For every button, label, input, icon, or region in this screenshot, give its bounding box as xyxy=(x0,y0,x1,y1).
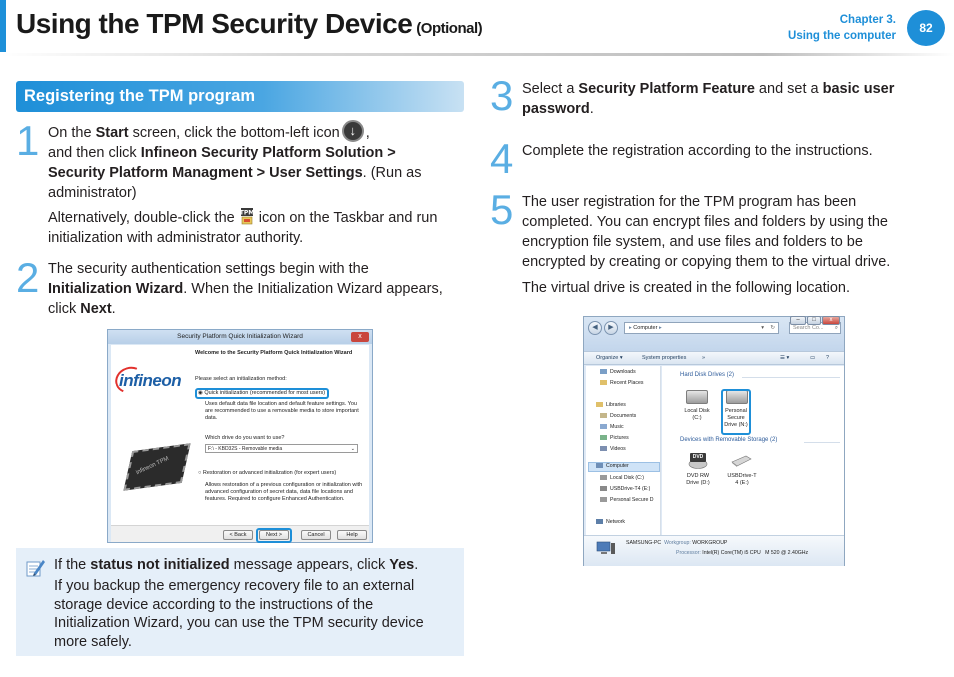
nav-personal-secure[interactable] xyxy=(600,497,654,504)
section-title: Registering the TPM program xyxy=(24,87,256,105)
radio-restore-label: Restoration or advanced initialization (for expert users) xyxy=(202,470,337,476)
step-number-4: 4 xyxy=(490,135,514,182)
organize-menu[interactable]: Organize ▾ xyxy=(596,355,623,361)
maximize-icon[interactable]: □ xyxy=(807,316,821,325)
usb-drive-icon xyxy=(600,486,607,491)
personal-drive-highlight xyxy=(721,389,751,435)
nav-label: Network xyxy=(606,519,626,525)
group-divider xyxy=(742,377,840,378)
address-separator: ▸ xyxy=(658,325,662,331)
group-divider xyxy=(804,442,840,443)
processor-label: Processor: xyxy=(676,550,701,556)
header-accent-bar xyxy=(0,0,6,52)
step-2-next: Next xyxy=(80,301,112,317)
step-3-text-part: Select a xyxy=(522,81,579,97)
view-options-icon[interactable]: ☰ ▾ xyxy=(780,355,790,361)
chapter-label xyxy=(788,12,896,44)
refresh-icon[interactable]: ↻ xyxy=(770,325,775,331)
radio-quick-label: Quick initialization (recommended for most users) xyxy=(204,390,326,396)
explorer-titlebar xyxy=(584,317,844,351)
close-icon[interactable]: x xyxy=(351,332,369,342)
document-icon xyxy=(600,413,607,418)
help-button[interactable]: Help xyxy=(337,530,367,540)
step-number-5: 5 xyxy=(490,186,514,233)
step-1-text: and then click xyxy=(48,145,141,161)
computer-icon xyxy=(596,541,616,556)
label-line: Secure xyxy=(727,415,745,421)
nav-libraries[interactable] xyxy=(596,402,626,409)
chevron-down-icon: ⌄ xyxy=(350,446,355,452)
quick-init-highlight xyxy=(195,388,329,399)
label-line: Personal xyxy=(725,408,747,414)
drive-select[interactable] xyxy=(205,444,358,453)
pc-name: SAMSUNG-PC xyxy=(626,540,662,546)
group-removable: Devices with Removable Storage (2) xyxy=(680,437,778,443)
nav-local-disk[interactable] xyxy=(600,475,644,482)
label-line: 4 (E:) xyxy=(735,480,749,486)
wizard-logo-panel xyxy=(111,345,193,525)
nav-videos[interactable] xyxy=(600,446,626,453)
processor-value: Intel(R) Core(TM) i5 CPU xyxy=(702,550,761,556)
step-number-2: 2 xyxy=(16,254,40,301)
nav-label: Documents xyxy=(610,413,637,419)
wizard-select-prompt: Please select an initialization method: xyxy=(195,376,287,382)
close-icon[interactable]: x xyxy=(822,316,840,325)
drive-icon xyxy=(600,475,607,480)
nav-label: Libraries xyxy=(606,402,626,408)
dvd-badge: DVD xyxy=(692,454,704,460)
step-5-location-text: The virtual drive is created in the following location. xyxy=(522,280,851,296)
note-text: message appears, click xyxy=(229,557,390,573)
explorer-screenshot xyxy=(583,316,845,566)
wizard-heading xyxy=(195,350,363,357)
nav-label: Local Disk (C:) xyxy=(610,475,645,481)
infineon-logo: infineon xyxy=(119,371,182,390)
step-1-text: , xyxy=(365,125,370,141)
note-box xyxy=(16,548,464,656)
page-number-badge: 82 xyxy=(907,10,945,46)
nav-recent[interactable] xyxy=(600,380,643,387)
wizard-title: Security Platform Quick Initialization Wizard xyxy=(108,330,372,344)
step-number-3: 3 xyxy=(490,72,514,119)
section-header xyxy=(16,81,464,112)
step-3-text-part: . xyxy=(589,101,594,117)
step-2-text-part: . When the Initialization Wizard appears, click xyxy=(48,281,443,317)
next-button[interactable]: Next > xyxy=(259,530,289,540)
wizard-heading-text: Welcome to the Security Platform Quick Initialization Wizard xyxy=(195,350,353,356)
step-1-text: screen, click the bottom-left icon xyxy=(128,125,340,141)
workgroup-value: WORKGROUP xyxy=(692,540,728,546)
explorer-toolbar xyxy=(584,351,844,365)
explorer-nav-pane xyxy=(586,366,661,535)
tpm-taskbar-icon xyxy=(239,207,255,225)
status-pc-name xyxy=(626,540,727,547)
explorer-status-bar xyxy=(584,535,844,566)
chapter-number: Chapter 3. xyxy=(839,14,896,26)
forward-arrow-icon[interactable]: ▶ xyxy=(604,321,618,335)
next-button-highlight xyxy=(256,528,292,543)
dvd-drive-icon[interactable] xyxy=(688,452,708,470)
workgroup-label: Workgroup: xyxy=(664,540,691,546)
music-icon xyxy=(600,424,607,429)
page-title-text: Using the TPM Security Device xyxy=(16,8,413,39)
wizard-footer xyxy=(111,525,369,542)
nav-label: Computer xyxy=(606,463,629,469)
label-line: Local Disk xyxy=(684,408,710,414)
note-text: . xyxy=(414,557,419,573)
step-3-text-part: and set a xyxy=(754,81,823,97)
label-line: Drive (N:) xyxy=(724,422,748,428)
svg-text:TPM: TPM xyxy=(239,209,254,217)
step-1-line-c xyxy=(48,207,452,248)
step-3-text xyxy=(522,79,932,119)
step-number-1: 1 xyxy=(16,117,40,164)
nav-usb[interactable] xyxy=(600,486,650,493)
nav-network[interactable] xyxy=(596,519,625,526)
step-1-menu-path: Infineon Security Platform Solution > Security Platform Managment > User Settings xyxy=(48,145,396,181)
help-icon[interactable]: ? xyxy=(826,355,830,361)
library-icon xyxy=(596,402,603,407)
nav-label: Videos xyxy=(610,446,626,452)
page-title-optional: (Optional) xyxy=(416,20,483,37)
note-line-1 xyxy=(54,555,454,575)
nav-documents[interactable] xyxy=(600,413,636,420)
nav-label: Personal Secure D xyxy=(610,497,654,503)
back-button[interactable]: < Back xyxy=(223,530,253,540)
tpm-chip-label: infineon TPM xyxy=(135,455,170,477)
note-status: status not initialized xyxy=(90,557,230,573)
nav-label: Recent Places xyxy=(610,380,644,386)
cancel-button[interactable]: Cancel xyxy=(301,530,331,540)
nav-music[interactable] xyxy=(600,424,624,431)
restore-description: Allows restoration of a previous configuration or initialization with advanced configuration of secret data, data file locations and features. Required to configure Enhanced Authentication. xyxy=(205,482,363,502)
wizard-body xyxy=(111,345,369,525)
nav-label: Music xyxy=(610,424,624,430)
search-icon[interactable]: ⌕ xyxy=(834,325,838,331)
step-2-wizard-name: Initialization Wizard xyxy=(48,281,184,297)
step-1-line-b xyxy=(48,143,448,203)
step-5-text: The user registration for the TPM program has been completed. You can encrypt files and folders by using the encryption file system, and use files and folders to be encrypted by creating or copying them to the virtual drive. xyxy=(522,194,891,270)
label-line: (C:) xyxy=(692,415,702,421)
group-hard-disk: Hard Disk Drives (2) xyxy=(680,372,735,378)
radio-quick-init[interactable]: ◉ Quick initialization (recommended for most users) xyxy=(198,390,326,396)
local-disk-icon[interactable] xyxy=(686,390,708,404)
explorer-content xyxy=(662,366,844,535)
local-disk-label xyxy=(676,408,718,422)
step-4-text: Complete the registration according to the instructions. xyxy=(522,143,873,159)
usb-drive-label xyxy=(722,473,762,487)
step-2-text-part: The security authentication settings begin with the xyxy=(48,261,369,277)
preview-pane-icon[interactable]: ▭ xyxy=(810,355,816,361)
step-1-start: Start xyxy=(95,125,129,141)
computer-icon xyxy=(596,463,603,468)
note-yes: Yes xyxy=(389,557,415,573)
drive-icon xyxy=(600,497,607,502)
step-3-feature: Security Platform Feature xyxy=(578,81,755,97)
wizard-screenshot xyxy=(107,329,373,543)
nav-computer[interactable] xyxy=(596,463,629,470)
label-line: Drive (D:) xyxy=(686,480,710,486)
note-line-2: If you backup the emergency recovery file to an external storage device according to the instructions of the Initialization Wizard, you can use the TPM security device more safely. xyxy=(54,578,424,650)
system-properties-button[interactable]: System properties xyxy=(642,355,687,361)
status-processor xyxy=(676,550,808,557)
toolbar-more-icon[interactable]: » xyxy=(702,355,706,361)
start-arrow-icon xyxy=(342,120,364,142)
quick-init-description: Uses default data file location and default feature settings. You are recommended to use a removable media to store important data. xyxy=(205,401,359,421)
nav-downloads[interactable] xyxy=(600,369,636,376)
note-pencil-icon xyxy=(24,558,46,578)
back-arrow-icon[interactable]: ◀ xyxy=(588,321,602,335)
nav-label: Pictures xyxy=(610,435,629,441)
note-text: If the xyxy=(54,557,91,573)
step-2-text-part: . xyxy=(111,301,116,317)
folder-icon xyxy=(600,369,607,374)
nav-label: USBDrive-T4 (E:) xyxy=(610,486,651,492)
network-icon xyxy=(596,519,603,524)
drive-select-value: F:\ - KBD32S - Removable media xyxy=(208,446,283,452)
header-divider xyxy=(0,53,954,56)
video-icon xyxy=(600,446,607,451)
step-1-text: . (Run as administrator) xyxy=(48,165,422,201)
dvd-drive-label xyxy=(678,473,718,487)
cpu-model: M 520 @ 2.40GHz xyxy=(765,550,809,556)
address-computer: Computer xyxy=(633,325,658,331)
nav-pictures[interactable] xyxy=(600,435,629,442)
label-line: DVD RW xyxy=(686,473,710,479)
minimize-icon[interactable]: – xyxy=(790,316,806,325)
step-2-text xyxy=(48,259,443,319)
usb-drive-icon[interactable] xyxy=(730,454,752,468)
address-dropdown-icon[interactable]: ▾ xyxy=(761,325,764,331)
step-3-password: basic user password xyxy=(522,81,895,117)
chapter-title: Using the computer xyxy=(788,30,896,42)
folder-icon xyxy=(600,380,607,385)
address-separator: ▸ xyxy=(629,325,632,331)
radio-restore[interactable]: ○ Restoration or advanced initialization (for expert users) xyxy=(198,470,337,476)
address-bar[interactable] xyxy=(624,322,779,334)
search-placeholder: Search Co... xyxy=(793,325,824,331)
drive-prompt: Which drive do you want to use? xyxy=(205,435,285,441)
page-title xyxy=(16,8,482,40)
picture-icon xyxy=(600,435,607,440)
step-1-line-a xyxy=(48,120,456,143)
step-1-text: icon on the Taskbar and run initialization with administrator authority. xyxy=(48,210,438,246)
nav-label: Downloads xyxy=(610,369,636,375)
step-1-text: On the xyxy=(48,125,96,141)
label-line: USBDrive-T xyxy=(727,473,757,479)
step-1-text: Alternatively, double-click the xyxy=(48,210,235,226)
